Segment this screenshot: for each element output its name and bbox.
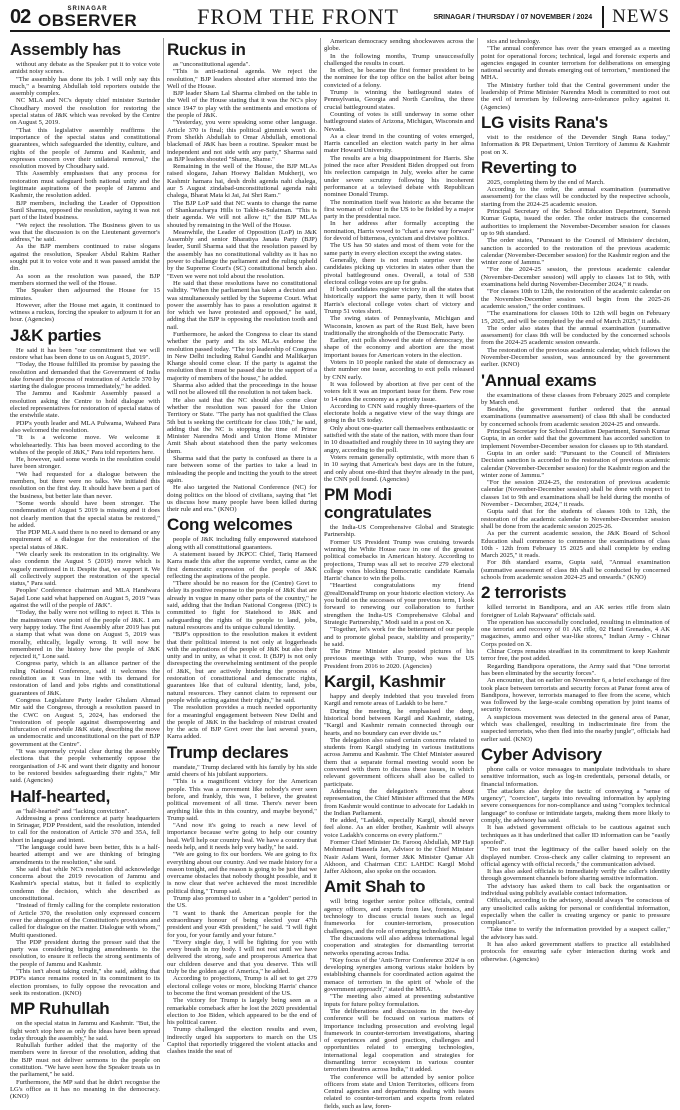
article-paragraph: The resolution provides a much needed opportunity for a meaningful engagement between New Delhi and the people of J&K in the backdrop of mistrust created by the acts of BJP Govt over the last several years, Karra added.: [167, 704, 317, 741]
headline-amit-shah: Amit Shah to: [324, 877, 426, 897]
dateline: SRINAGAR / THURSDAY / 07 NOVEMBER / 2024: [433, 13, 593, 21]
headline-assembly: Assembly has: [10, 40, 121, 59]
article-paragraph: "Yesterday, you were speaking some other language. Article 370 is final; this political gimmick won't do. From Sheikh Abdullah to Omar Abdullah, emotional blackmail of J&K has been a routine. Speaker must be independent and not side with any party," Sharma said as BJP leaders shouted "Shame, Shame.": [167, 119, 317, 163]
article-paragraph: 2025, completing them by the end of March.: [487, 178, 605, 186]
article-paragraph: phone calls or voice messages to manipulate individuals to share sensitive information, such as log-in credentials, personal details, or financial information.: [481, 765, 670, 788]
article-paragraph: Addressing the delegation's concerns about representation, the Chief Minister affirmed that the MPs from Kashmir would continue to advocate for Ladakh in the Indian Parliament.: [324, 787, 474, 817]
article-body: [481, 134, 670, 156]
article-paragraph: A suspicious movement was detected in the general area of Panar, which was challenged, resulting in indiscriminate fire from the suspected terrorists, who then fled into the nearby jungle", officials had earlier said. (KNO): [481, 713, 670, 743]
article-paragraph: American democracy sending shockwaves across the globe.: [324, 38, 474, 53]
article-paragraph: "Every single day, I will be fighting for you with every breath in my body. I will not rest until we have delivered the strong, safe and prosperous America that our children deserve and that you deserve. This will truly be the golden age of America," he added.: [167, 938, 317, 976]
article-paragraph: NC MLA and NC's deputy chief minister Surinder Choudhary moved the resolution for restoring the special status of J&K which was revoked by the Centre on August 5, 2019.: [10, 97, 160, 127]
article-paragraph: Chinar Corps remains steadfast in its commitment to keep Kashmir terror free, the post added.: [481, 648, 670, 663]
article-paragraph: According to the order, the annual examination (summative assessment) for the class will be conducted by the respective schools, starting from the 2024-25 academic session.: [481, 186, 670, 208]
headline-lg-visits: LG visits Rana's: [481, 112, 608, 132]
article-paragraph: "Today, the House fulfilled its promise by passing the resolution and demanded that the Government of India take forward the process of restoration of Article 370 by starting the dialogue process immediately," he added.: [10, 361, 160, 391]
masthead: [10, 4, 670, 32]
article-body: [167, 536, 317, 740]
article-columns: [10, 38, 670, 1110]
article-body: [481, 38, 670, 111]
article-paragraph: Regarding Bandipora operations, the Army said that "One terrorist has been eliminated by the security forces".: [481, 662, 670, 677]
column-2: [167, 38, 317, 1056]
article-paragraph: "This is anti-national agenda. We reject the resolution," BJP leaders shouted after stormed into the Well of the House.: [167, 68, 317, 90]
article-paragraph: "There should be no reason for the (Centre) Govt to delay its positive response to the people of J&K that are already in vogue in many other parts of the country," he said, adding that the Indian National Congress (INC) is committed to fight for Statehood to J&K and safeguarding the rights of its people to land, jobs, natural resources and its unique cultural identity.: [167, 580, 317, 631]
article-paragraph: The Jammu and Kashmir Assembly passed a resolution asking the Centre to hold dialogue with elected representatives for restoration of special status of the erstwhile state.: [10, 390, 160, 420]
article-paragraph: The conference will be attended by senior police officers from state and Union Territories, officers from Central agencies and departments dealing with issues related to counter-terrorism and experts from related fields, such as law, foren-: [324, 1073, 474, 1110]
article-paragraph: "We are going to fix our borders. We are going to fix everything about our country. And we made history for a reason tonight, and the reason is going to be just that we overcame obstacles that nobody thought possible, and it is now clear that we've achieved the most incredible political thing," Trump said.: [167, 851, 317, 895]
article-body: [324, 524, 474, 670]
article-paragraph: As the BJP members continued to raise slogans against the resolution, Speaker Abdul Rahim Rather sought put it to voice vote and it was passed amidst the din.: [10, 243, 160, 273]
article-paragraph: Principal Secretary for School Education Department, Suresh Kumar Gupta, in an order said that the government has accorded sanction to implement November-December session for classes up to 9th standard.: [481, 428, 670, 450]
headline-cong-welcomes: Cong welcomes: [167, 515, 293, 535]
paper-logo-name: OBSERVER: [38, 10, 138, 30]
headline-reverting: Reverting to: [481, 157, 577, 177]
article-paragraph: According to CNN said roughly three-quarters of the electorate holds a negative view of the way things are going in the US today.: [324, 402, 474, 425]
news-label: NEWS: [602, 6, 670, 28]
article-paragraph: Sharma also added that the proceedings in the house will not be allowed till the resolution is not taken back.: [167, 382, 317, 397]
article-paragraph: as "unconstitutional agenda".: [173, 61, 250, 68]
article-paragraph: As a clear trend in the counting of votes emerged, Harris cancelled an election watch party in her alma mater Howard University.: [324, 132, 474, 155]
article-paragraph: "And now it's going to reach a new level of importance because we're going to help our country heal. We'll help our country heal. We have a country that needs help, and it needs help very badly," he said.: [167, 822, 317, 851]
article-paragraph: people of J&K including fully empowered statehood along with all constitutional guarantees.: [167, 536, 317, 551]
column-1: [10, 38, 160, 1101]
article-paragraph: "Together, let's work for the betterment of our people and to promote global peace, stability and prosperity," he said.: [324, 626, 474, 648]
article-paragraph: The order also states that the annual examination (summative assessment) for class 8th will be conducted by the concerned schools from the 2024-25 academic session onwards.: [481, 324, 670, 347]
article-body: [10, 808, 160, 998]
article-paragraph: BJP members, including the Leader of Opposition Sunil Sharma, opposed the resolution, saying it was not part of the listed business.: [10, 199, 160, 222]
headline-mp-ruhullah: MP Ruhullah: [10, 999, 110, 1019]
article-paragraph: "Take time to verify the information provided by a suspect caller," the advisory has said.: [481, 926, 670, 941]
article-paragraph: He also said that the NC should also come clear whether the resolution was passed for the Union Territory or State. "The party has not qualified the Class 5th but is seeking the certificate for class 10th," he said, adding that the NC is stopping the time of Prime Minister Narendra Modi and Union Home Minister Amit Shah about statehood then the party welcomes them.: [167, 396, 317, 455]
article-body: [324, 898, 474, 1110]
article-paragraph: Only about one-quarter call themselves enthusiastic or satisfied with the state of the nation, with more than four in 10 dissatisfied and roughly three in 10 saying they are angry, according to the poll.: [324, 424, 474, 454]
article-paragraph: She said that while NC's resolution did acknowledge concerns about the 2019 revocation of Jammu and Kashmir's special status, but it failed to explicitly condemn the decision, which she described as unconstitutional.: [10, 865, 160, 903]
headline-cyber-advisory: Cyber Advisory: [481, 744, 602, 764]
article-body: [10, 1020, 160, 1100]
article-paragraph: Earlier, exit polls showed the state of democracy, the shape of the economy and abortion are the most important issues for American voters in the election.: [324, 337, 474, 359]
article-paragraph: killed terrorist in Bandipora, and an AK series rifle from slain foreigner of Lolab Rajwaara" officials said.: [481, 604, 670, 619]
headline-pm-modi: PM Modi congratulates: [324, 485, 432, 523]
article-paragraph: "The examinations for classes 10th to 12th will begin on February 15, 2025, and will be completed by the end of March 2025," it adds.: [481, 310, 670, 325]
article-paragraph: Ruhullah further added that the majority of the members were in favour of the resolution, adding that the BJP must not deliver sermons to the people on constitution. "We have seen how the Speaker treats us in the parliament," he said.: [10, 1042, 160, 1079]
article-paragraph: He added, "Ladakh, especially Kargil, should never feel alone. As an elder brother, Kashmir will always voice Ladakh's concerns on every platform.": [324, 817, 474, 839]
article-paragraph: Former Chief Minister Dr. Farooq Abdullah, MP Haji Mohmmad Haneefa Jan, Advisor to the Chief Minister Nasir Aslam Wani, former J&K Minister Qamar Ali Akhoon, and Chairman CEC LAHDC Kargil Mohd Jaffer Akhoon, also spoke on the occasion.: [324, 838, 474, 876]
article-paragraph: "Today, the bally were not willing to reject it. This is the mainstream view point of the people of J&K. I am very happy today. The first Assembly after 2019 has put a stamp that what was done on August 5, 2019 was morally, ethically, legally wrong. It will now be remembered in the history how the people of J&K rejected it," Lone said.: [10, 609, 160, 661]
column-divider: [477, 38, 478, 1042]
article-paragraph: Furthermore, the MP said that he didn't recognise the LG's office as it has no meaning in the democracy. (KNO): [10, 1078, 160, 1101]
article-body: [10, 61, 160, 324]
article-paragraph: "I want to thank the American people for the extraordinary honour of being elected your 47th president and your 45th president," he said. "I will fight for you, for your family and your future.": [167, 909, 317, 939]
article-paragraph: It has also asked officials to immediately verify the caller's identity through government channels before sharing sensitive information.: [481, 868, 670, 883]
article-paragraph: Voters in 10 people ranked the state of democracy as their number one issue, according to exit polls released by CNN early.: [324, 359, 474, 381]
article-paragraph: without any debate as the Speaker put it to voice vote amidst noisy scenes.: [10, 61, 160, 76]
article-paragraph: It has advised government officials to be cautious against such techniques as it has underlined that caller ID information can be "easily spoofed".: [481, 824, 670, 846]
article-paragraph: He said that these resolutions have no constitutional validity. "When the parliament has taken a decision and was simultaneously settled by the Supreme Court. What power the assembly has to pass a resolution against it for which we have protested and opposed," he said, adding that the BJP is opposing the resolution tooth and nail.: [167, 279, 317, 331]
article-paragraph: Trump is winning the battleground states of Pennsylvania, Georgia and North Carolina, the three crucial battleground states.: [324, 89, 474, 111]
article-paragraph: Principal Secretary of the School Education Department, Suresh Kumar Gupta, issued the order. The order instructs the concerned authorities to implement the November-December session for classes up to 9th standard.: [481, 208, 670, 237]
article-paragraph: on the special status in Jammu and Kashmir. "But, the fight won't stop here as only the ideas have been spread today through the assembly," he said.: [10, 1020, 160, 1042]
column-3: [324, 38, 474, 1110]
article-paragraph: The operation has successfully concluded, resulting in elimination of one terrorist and recovery of 01 AK rifle, 02 Hand Grenades, 4 AK magazines, ammo and other war-like stores," Indian Army - Chinar Corps posted on X.: [481, 618, 670, 648]
article-paragraph: It was followed by abortion at five per cent of the voters felt it was an important issue for them. Few rose to 14 rates the economy as a priority issue.: [324, 380, 474, 403]
article-paragraph: It has also asked government staffers to practice all established protocols for ensuring safe cyber interaction during work and otherwise. (Agencies): [481, 941, 670, 963]
article-paragraph: The Prime Minister also posted pictures of his previous meetings with Trump, who was the US President from 2016 to 2020. (Agencies): [324, 648, 474, 670]
article-paragraph: "Do not trust the legitimacy of the caller based solely on the displayed number. Cross-check any caller claiming to represent an official agency with official records," the communication advised.: [481, 846, 670, 868]
article-paragraph: The Speaker then adjourned the House for 15 minutes.: [10, 287, 160, 302]
article-paragraph: "It was supremely crystal clear during the assembly elections that the people vehemently oppose the reorganisation of J-K and want their dignity and honour to be restored besides safeguarding their rights," Mir said. (Agencies): [10, 748, 160, 785]
article-paragraph: The PDP MLA said there is no need to demand or any requirement of a dialogue for the restoration of the special status of J&K.: [10, 529, 160, 551]
headline-annual-exams: 'Annual exams: [481, 370, 597, 390]
article-paragraph: the examinations of these classes from February 2025 and complete by March end.: [481, 391, 670, 406]
article-body: [324, 693, 474, 875]
section-title: FROM THE FRONT: [197, 4, 399, 29]
article-paragraph: "We had requested for a dialogue between the members, but there were no talks. We initiated this resolution on the first day. It should have been a part of the business, but better late than never.: [10, 470, 160, 500]
article-paragraph: sics and technology.: [487, 38, 541, 45]
article-paragraph: "We clearly seek its restoration in its originality. We also condemn the August 5 (2019) move which is vaguely mentioned in it. Despite that, we support it. We all collectively support the restoration of the special status," Para said.: [10, 551, 160, 588]
article-paragraph: In the following months, Trump unsuccessfully challenged the results in court.: [324, 52, 474, 67]
article-body: [481, 179, 670, 369]
article-paragraph: "We reject the resolution. The Business given to us was that the discussion is on the Lieutenant governor's address," he said.: [10, 221, 160, 244]
article-paragraph: The PDP president during the presser said that the party was considering bringing amendments to the resolution, to ensure it reflects the strong sentiments of the people of Jammu and Kashmir.: [10, 938, 160, 968]
article-paragraph: The swing states of Pennsylvania, Michigan and Wisconsin, known as part of the Rust Belt, have been traditionally the strongholds of the Democratic Party.: [324, 315, 474, 337]
article-paragraph: Furthermore, he asked the Congress to clear its stand whether the party and its six MLAs endorse the resolution passed today. "The top leadership of Congress in New Delhi including Rahul Gandhi and Mallikarjun Kharge should come clear. If the party is against the resolution then it must be passed due to the support of a majority of members of the house," he added.: [167, 330, 317, 382]
article-paragraph: "For the 2024-25 session, the previous academic calendar (November-December session) will apply to classes 1st to 9th, with examinations held during November-December 2024," it reads.: [481, 266, 670, 289]
article-paragraph: He said it has been "our commitment that we will restore what has been done to us on August 5, 2019".: [10, 346, 160, 361]
article-paragraph: In effect, he became the first former president to be the nominee for the top office on the ballot after being convicted of a felony.: [324, 67, 474, 89]
article-paragraph: If both candidates register victory in all the states that historically support the same party, then it will boost Harris's electoral college votes chart of victory and Trump 51 votes short.: [324, 286, 474, 315]
article-paragraph: Officials, according to the advisory, should always "be conscious of any unsolicited calls asking for personal or confidential information, especially when the caller is creating urgency or panic to pressure compliance".: [481, 897, 670, 927]
article-paragraph: An encounter, that on earlier on November 6, a brief exchange of fire took place between terrorists and security forces at Panar forest area of Bandipora, however, terrorists managed to flee from the scene, which was followed by the large-scale combing operation by joint teams of security forces.: [481, 677, 670, 714]
article-paragraph: As soon as the resolution was passed, the BJP members stormed the well of the House.: [10, 272, 160, 287]
article-paragraph: Remaining in the well of the House, the BJP MLAs raised slogans, Jahan Hoewy Balidan Mukherji, wo Kashmir hamara hai, desh drohi agenda nahi chalega, aur 5 August zindabad-unconstitutional agenda nahi chalega, Bharat Mata ki Jai, Jai Shri Ram.": [167, 163, 317, 200]
paper-logo-top: SRINAGAR: [67, 5, 108, 12]
article-body: [481, 392, 670, 582]
article-paragraph: For 8th standard exams, Gupta said, "Annual examination (summative assessment of class 8th shall be conducted by concerned schools from academic session 2024-25 and onwards." (KNO): [481, 559, 670, 581]
article-paragraph: "That this legislative assembly reaffirms the importance of the special status and constitutional guarantees, which safeguarded the identity, culture, and rights of the people of Jammu and Kashmir, and expresses concern over their unilateral removal," the resolution moved by Choudhary said.: [10, 126, 160, 171]
article-paragraph: "Instead of firmly calling for the complete restoration of Article 370, the resolution only expressed concern over the abrogation of the Constitution's provisions and called for dialogue on the matter. Dialogue with whom," Mufti questioned.: [10, 902, 160, 939]
headline-trump-declares: Trump declares: [167, 742, 289, 762]
article-paragraph: Trump challenged the election results and even, indirectly urged his supporters to march on the US Capitol that reportedly triggered the violent attacks and clashes inside the seat of: [167, 1026, 317, 1056]
article-paragraph: The victory for Trump is largely being seen as a remarkable comeback after he lost the 2020 presidential election to Joe Biden, which appeared to be the end of his political career.: [167, 997, 317, 1027]
article-paragraph: Besides, the government further ordered that the annual examinations (summative assessment) of class 8th shall be conducted by concerned schools from academic session 2024-25 and onwards.: [481, 406, 670, 428]
article-paragraph: "Heartiest congratulations my friend @realDonaldTrump on your historic election victory. As you build on the successes of your previous term, I look forward to renewing our collaboration to further strengthen the India-US Comprehensive Global and Strategic Partnership," Modi said in a post on X.: [324, 582, 474, 626]
article-paragraph: Meanwhile, the Leader of Opposition (LoP) in J&K Assembly and senior Bharatiya Janata Party (BJP) leader, Sunil Sharma said that the resolution passed by the assembly has no constitutional validity as it has no power to challenge the parliament and the ruling upheld by the Supreme Court's (SC) constitutional bench also. "Even we were not told about the resolution.: [167, 228, 317, 280]
article-paragraph: "Key focus of the 'Anti-Terror Conference 2024' is on developing synergies among various stake holders by establishing channels for coordinated action against the menace of terrorism in the spirit of 'whole of the government approach'," stated the MHA.: [324, 956, 474, 994]
article-paragraph: "It is a welcome move. We welcome it wholeheartedly. This has been moved according to the wishes of the people of J&K," Para told reporters here.: [10, 434, 160, 456]
article-paragraph: as "half-hearted" and "lacking conviction".: [16, 807, 130, 815]
article-body: [324, 38, 474, 483]
article-paragraph: Gupta said that for the students of classes 10th to 12th, the restoration of the academic calendar to November-December session shall be done from the academic session 2025-26.: [481, 508, 670, 530]
article-paragraph: He also targeted the National Conference (NC) for doing politics on the blood of civilians, saying that "let us discuss how many people have been killed during their rule and era." (KNO): [167, 484, 317, 514]
article-paragraph: Counting of votes is still underway in some other battleground states of Arizona, Michigan, Wisconsin and Nevada.: [324, 110, 474, 133]
article-body: [481, 766, 670, 963]
column-4: [481, 38, 670, 1042]
article-paragraph: However, after the House met again, it continued to witness a ruckus, forcing the speaker to adjourn it for an hour. (Agencies): [10, 301, 160, 324]
article-paragraph: This Assembly emphasises that any process for restoration must safeguard both national unity and the legitimate aspirations of the people of Jammu and Kashmir, the resolution added.: [10, 170, 160, 200]
article-paragraph: BJP leader Sham Lal Sharma climbed on the table in the Well of the House stating that it was the NC's ploy since 1947 to play with the sentiments and emotions of the people of J&K.: [167, 90, 317, 120]
article-paragraph: The restoration of the previous academic calendar, which follows the November-December session, was announced by the government earlier. (KNO): [481, 346, 670, 369]
article-paragraph: PDP's youth leader and MLA Pulwama, Waheed Para also welcomed the resolution.: [10, 419, 160, 434]
article-paragraph: During the meeting, he emphasised the deep, historical bond between Kargil and Kashmir, stating, "Kargil and Kashmir remain connected through our hearts, and no boundary can ever divide us.": [324, 707, 474, 737]
article-paragraph: As per the current academic session, the J&K Board of School Education shall commence to commence the examinations of class 10th - 12th from February 15 2025 and shall complete by ending March 2025," it reads.: [481, 530, 670, 560]
article-paragraph: According to projections, Trump is all set to get 279 electoral college votes or more, blocking Harris' chance to become the first woman president of the US.: [167, 975, 317, 997]
article-body: [481, 604, 670, 743]
article-paragraph: the India-US Comprehensive Global and Strategic Partnership.: [324, 524, 474, 539]
article-paragraph: Peoples' Conference chairman and MLA Handwara Sajad Lone said what happened on August 5, 2019 "was against the will of the people of J&K".: [10, 587, 160, 610]
paper-logo: [38, 6, 137, 29]
article-paragraph: Congress party, which is an alliance partner of the ruling National Conference, said it welcomes the resolution as it was in line with its demand for restoration of land and jobs rights and constitutional guarantees of J&K.: [10, 660, 160, 697]
headline-half-hearted: Half-hearted,: [10, 786, 111, 806]
article-paragraph: "The assembly has done its job. I will only say this much," a beaming Abdullah told reporters outside the assembly complex.: [10, 75, 160, 98]
headline-jk-parties: J&K parties: [10, 325, 102, 345]
article-paragraph: The Ministry further told that the Central government under the leadership of Prime Minister Narendra Modi is committed to root out the evil of terrorism by following zero-tolerance policy against it. (Agencies): [481, 81, 670, 111]
article-paragraph: Addressing a press conference at party headquarters in Srinagar, PDP President, said the resolution, intended to call for the restoration of Article 370 and 35A, fell short in language and intent.: [10, 814, 160, 844]
article-paragraph: mandate," Trump declared with his family by his side amid cheers of his jubilant supporters.: [167, 763, 317, 779]
headline-kargil-kashmir: Kargil, Kashmir: [324, 672, 446, 692]
article-body: [10, 347, 160, 785]
article-paragraph: Congress Legislature Party leader Ghulam Ahmad Mir said the Congress, through a resolution passed in the CWC on August 5, 2024, has endorsed the "restoration of people against disempowering and bifurcation of erstwhile J&K state, describing the move as undemocratic and unconstitutional on the part of BJP government at the Centre".: [10, 696, 160, 748]
article-paragraph: He, however, said some words in the resolution could have been stronger.: [10, 456, 160, 471]
article-paragraph: The delegation also raised certain concerns related to students from Kargil studying in various institutions across Jammu and Kashmir. The Chief Minister assured them that a separate formal meeting would soon be convened with them to discuss these issues, in which relevant government officers shall also be called to participate.: [324, 736, 474, 788]
article-paragraph: The nomination itself was historic as she became the first woman of colour in the US to be fielded by a major party in the presidential race.: [324, 198, 474, 221]
article-paragraph: will bring together senior police officials, central agency officers, and experts from law, forensics, and technology to discuss crucial issues such as legal frameworks for counter-terrorism, prosecution challenges, and the role of emerging technologies.: [324, 898, 474, 935]
article-paragraph: Trump also promised to usher in a "golden" period in the US.: [167, 895, 317, 910]
column-divider: [320, 38, 321, 1042]
article-paragraph: "This is a magnificent victory for the American people. This was a movement like nobody's ever seen before, and frankly, this was, I believe, the greatest political movement of all time. There's never been anything like this in this country, and maybe beyond," Trump said.: [167, 778, 317, 822]
article-paragraph: "The meeting also aimed at presenting substantive inputs for future policy formulation.: [324, 993, 474, 1008]
article-paragraph: Generally, there is not much surprise over the candidates picking up victories in states other than the pivotal battleground ones. Overall, a total of 538 electoral college votes are up for grabs.: [324, 256, 474, 286]
column-divider: [163, 38, 164, 1042]
article-paragraph: "The annual conference has over the years emerged as a meeting point for operational forces; technical, legal and forensic experts and agencies engaged in counter terrorism for deliberations on emerging national security and threats emerging out of terrorism," mentioned the MHA.: [481, 45, 670, 82]
article-paragraph: The BJP LoP said that NC wants to change the name of Shankaracharya Hills to Takht-e-Sulaiman. "This is their agenda. We will not allow it," the BJP MLAs shouted by remaining in the Well of the House.: [167, 199, 317, 229]
article-paragraph: "The language could have been better, this is a half-hearted attempt and we are thinking of bringing amendments to the resolution," she said.: [10, 843, 160, 866]
article-paragraph: The advisory has asked them to call back the organisation or individual using publicly available contact information.: [481, 882, 670, 897]
article-paragraph: "This isn't about taking credit," she said, adding that PDP's stance remains rooted in its commitment to its election promises, to fully oppose the revocation and seek its restoration. (KNO): [10, 968, 160, 997]
newspaper-page: [0, 4, 680, 1110]
article-paragraph: The discussions will also address international legal cooperation and strategies for dismantling terrorist networks operating across India.: [324, 934, 474, 957]
article-paragraph: "Some words should have been stronger. The condemnation of August 5 2019 is missing and it does not clearly mention that the special status be restored," he added.: [10, 499, 160, 529]
article-paragraph: happy and deeply indebted that you traveled from Kargil and remote areas of Ladakh to be here.": [324, 693, 474, 708]
article-paragraph: "For classes 10th to 12th, the restoration of the academic calendar on the November-December session will begin from the 2025-26 academic session," the order continues.: [481, 288, 670, 310]
page-number: 02: [10, 5, 31, 28]
article-body: [167, 764, 317, 1056]
article-paragraph: "For the session 2024-25, the restoration of previous academic calendar (November-December session) shall be done with respect to classes 1st to 9th and examinations shall be held during the months of November - December, 2024," it reads.: [481, 479, 670, 509]
article-paragraph: The order states, "Pursuant to the Council of Ministers' decision, sanction is accorded to the restoration of the previous academic calendar (November-December session) for the Kashmir region and the winter zone of Jammu.": [481, 237, 670, 267]
article-paragraph: The attackers also deploy the tactic of conveying a "sense of urgency", "coercion", targets into revealing information by applying severe consequences for non-compliance and using "complex technical language" to confuse or intimidate targets, making them more likely to comply, the advisory has said.: [481, 787, 670, 825]
headline-ruckus: Ruckus in: [167, 40, 246, 59]
article-paragraph: Former US President Trump was cruising towards winning the White House race in one of the greatest political comebacks in American history. According to projections, Trump was all set to receive 279 electoral college votes blocking Democratic candidate Kamala Harris' chance to win the polls.: [324, 538, 474, 583]
article-paragraph: In her address after formally accepting the nomination, Harris vowed to "chart a new way forward" for devoid of bitterness, cynicism and divisive politics.: [324, 220, 474, 243]
article-paragraph: visit to the residence of the Devender Singh Rana today," Information & PR Department, Union Territory of Jammu & Kashmir post on X.: [481, 133, 670, 156]
article-paragraph: A statement issued by JKPCC Chief, Tariq Hameed Karra made this after the supreme verdict, came as the first democratic expression of the people of J&K reflecting the aspirations of the people.: [167, 551, 317, 580]
article-paragraph: The deliberations and discussions in the two-day conference will be focused on various matters of importance including prosecution and evolving legal framework in counter-terrorism investigations, sharing of experiences and good practices, challenges and opportunities related to emerging technologies, international legal cooperation and strategies for dismantling terror ecosystem in various counter terrorism theatres across India," it added.: [324, 1007, 474, 1074]
article-paragraph: The US has 50 states and most of them vote for the same party in every election except the swing states.: [324, 242, 474, 257]
article-paragraph: "BJP's opposition to the resolution makes it evident that their political interest is not only at loggerheads with the aspirations of the people of J&K but also their unity and in unity, as what it cost. It (BJP) is not only disrespecting the overwhelming sentiment of the people of J&K, but are actively hindering the process of restoration of constitutional and democratic rights, guarantees like that of cultural identity, land, jobs, natural resources. They cannot claim to represent our people while acting against their rights," he said.: [167, 631, 317, 704]
article-paragraph: Gupta in an order said: "Pursuant to the Council of Ministers Decision sanction is accorded to the restoration of previous academic calendar (November-December session) for the Kashmir region and the winter zone of Jammu.": [481, 449, 670, 479]
article-paragraph: The results are a big disappointment for Harris. She joined the race after President Biden dropped out from his reelection campaign in July, weeks after he came under severe scrutiny following his incoherent performance at a televised debate with Republican nominee Donald Trump.: [324, 154, 474, 199]
article-paragraph: Voters remain generally optimistic, with more than 6 in 10 saying that America's best days are in the future, and only about one-third that they're already in the past, the CNN poll found. (Agencies): [324, 453, 474, 483]
headline-2-terrorists: 2 terrorists: [481, 583, 567, 603]
article-paragraph: Sharma said that the party is confused as there is a rare between some of the parties to take a lead in misleading the people and inciting the youth to the street again.: [167, 455, 317, 484]
article-body: [167, 61, 317, 513]
